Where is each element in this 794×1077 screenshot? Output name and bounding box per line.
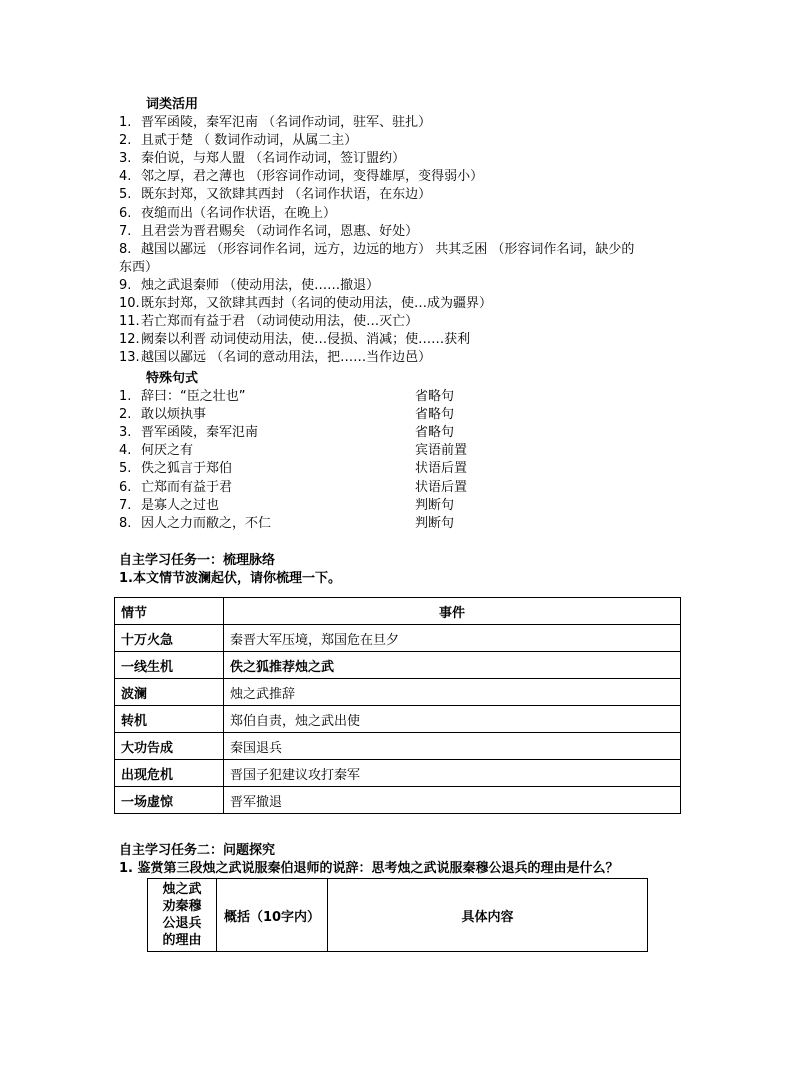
word-class-item [119, 223, 418, 241]
item-number: 1. [119, 389, 132, 404]
content-header-cell: 具体内容 [328, 879, 648, 952]
item-text: 东西） [119, 259, 159, 275]
word-class-item [119, 168, 483, 186]
reason-label-line: 烛之武 [162, 882, 202, 897]
task1-title: 自主学习任务一：梳理脉络 [119, 553, 276, 568]
word-class-item [119, 241, 634, 259]
section-title-special-sentences: 特殊句式 [146, 371, 199, 386]
event-header: 事件 [224, 598, 681, 625]
plot-cell: 转机 [115, 706, 224, 733]
special-sentence-item [119, 442, 468, 460]
event-cell: 郑伯自责，烛之武出使 [224, 706, 681, 733]
event-cell: 佚之狐推荐烛之武 [224, 652, 681, 679]
item-number: 2. [119, 407, 132, 423]
event-cell: 秦国退兵 [224, 733, 681, 760]
special-sentence-item [119, 406, 455, 424]
sentence-text: 因人之力而敝之，不仁 [141, 515, 272, 531]
item-text: 若亡郑而有益于君 （动词使动用法，使…灭亡） [141, 314, 419, 330]
sentence-type: 状语后置 [415, 479, 468, 495]
table-row [115, 706, 681, 733]
sentence-type: 省略句 [415, 425, 455, 441]
table-row [115, 679, 681, 706]
item-text: 既东封郑，又欲肆其西封（名词的使动用法，使…成为疆界） [141, 296, 493, 311]
plot-header: 情节 [115, 598, 224, 625]
item-number: 6. [119, 205, 132, 221]
item-text: 烛之武退秦师 （使动用法，使……撤退） [141, 277, 380, 293]
plot-cell: 十万火急 [115, 625, 224, 652]
sentence-text: 是寡人之过也 [141, 497, 220, 513]
item-text: 夜缒而出（名词作状语，在晚上） [141, 205, 337, 221]
item-number: 9. [119, 277, 132, 293]
special-sentence-item [119, 479, 468, 497]
plot-cell: 一线生机 [115, 652, 224, 679]
word-class-item [119, 295, 492, 313]
item-text: 邻之厚，君之薄也 （形容词作动词，变得雄厚，变得弱小） [141, 169, 484, 185]
word-class-item [119, 186, 431, 204]
item-text: 且贰于楚 （ 数词作动词，从属二主） [141, 133, 358, 149]
item-number: 5. [119, 461, 132, 477]
word-class-item [119, 114, 431, 132]
plot-cell: 出现危机 [115, 760, 224, 787]
task2-question: 1. 鉴赏第三段烛之武说服秦伯退师的说辞：思考烛之武说服秦穆公退兵的理由是什么？ [119, 861, 619, 876]
special-sentence-item [119, 388, 455, 406]
event-cell: 秦晋大军压境，郑国危在旦夕 [224, 625, 681, 652]
item-text: 晋军函陵，秦军氾南 （名词作动词，驻军、驻扎） [141, 115, 432, 130]
sentence-text: 何厌之有 [141, 443, 194, 459]
task2-title: 自主学习任务二：问题探究 [119, 843, 276, 858]
event-cell: 晋国子犯建议攻打秦军 [224, 760, 681, 787]
item-text: 越国以鄙远 （名词的意动用法，把……当作边邑） [141, 350, 432, 366]
special-sentence-item [119, 515, 455, 533]
item-number: 1. [119, 115, 132, 130]
sentence-type: 宾语前置 [415, 443, 468, 459]
reason-label-line: 劝秦穆 [162, 899, 202, 914]
sentence-type: 省略句 [415, 389, 455, 404]
reason-label-line: 公退兵 [162, 916, 202, 931]
sentence-text: 佚之狐言于郑伯 [141, 461, 233, 477]
sentence-text: 辞曰：“臣之壮也” [141, 389, 246, 404]
word-class-item [119, 313, 418, 331]
table-row [115, 652, 681, 679]
word-class-item [119, 205, 336, 223]
item-number: 5. [119, 187, 132, 203]
plot-cell: 波澜 [115, 679, 224, 706]
item-number: 11. [119, 314, 140, 330]
item-text: 秦伯说，与郑人盟 （名词作动词，签订盟约） [141, 151, 406, 167]
event-cell: 烛之武推辞 [224, 679, 681, 706]
item-number: 3. [119, 425, 132, 441]
reason-label-line: 的理由 [162, 933, 202, 948]
item-number: 7. [119, 497, 132, 513]
word-class-item [119, 150, 405, 168]
table-row [115, 733, 681, 760]
plot-table-header-row [115, 598, 681, 625]
word-class-item [119, 259, 158, 277]
item-number: 8. [119, 241, 132, 257]
special-sentence-item [119, 424, 455, 442]
item-text: 既东封郑，又欲肆其西封 （名词作状语，在东边） [141, 187, 432, 203]
sentence-text: 晋军函陵，秦军氾南 [141, 425, 259, 441]
plot-table [114, 597, 681, 814]
item-number: 2. [119, 133, 132, 149]
item-text: 阙秦以利晋 动词使动用法，使…侵损、消减；使……获利 [141, 332, 471, 348]
word-class-item [119, 277, 379, 295]
table-row [115, 625, 681, 652]
sentence-type: 判断句 [415, 515, 455, 531]
item-number: 12. [119, 332, 140, 348]
sentence-type: 省略句 [415, 407, 455, 423]
word-class-item [119, 349, 431, 367]
item-number: 7. [119, 223, 132, 239]
table-row [115, 787, 681, 814]
item-text: 越国以鄙远 （形容词作名词，远方，边远的地方） 共其乏困 （形容词作名词，缺少的 [141, 241, 635, 257]
plot-cell: 大功告成 [115, 733, 224, 760]
reason-table [147, 878, 648, 952]
item-number: 13. [119, 350, 140, 366]
item-number: 8. [119, 515, 132, 531]
word-class-item [119, 331, 470, 349]
item-number: 10. [119, 296, 140, 311]
section-title-word-class: 词类活用 [146, 97, 199, 112]
item-number: 3. [119, 151, 132, 167]
reason-table-row [148, 879, 648, 952]
item-number: 4. [119, 169, 132, 185]
sentence-type: 判断句 [415, 497, 455, 513]
plot-cell: 一场虚惊 [115, 787, 224, 814]
table-row [115, 760, 681, 787]
item-text: 且君尝为晋君赐矣 （动词作名词，恩惠、好处） [141, 223, 419, 239]
event-cell: 晋军撤退 [224, 787, 681, 814]
word-class-item [119, 132, 357, 150]
special-sentence-item [119, 497, 455, 515]
summary-header-cell: 概括（10字内） [217, 879, 328, 952]
item-number: 4. [119, 443, 132, 459]
task1-question: 1.本文情节波澜起伏，请你梳理一下。 [119, 571, 341, 586]
special-sentence-item [119, 460, 468, 478]
item-number: 6. [119, 479, 132, 495]
reason-label-cell [148, 879, 217, 952]
sentence-text: 敢以烦执事 [141, 407, 207, 423]
sentence-text: 亡郑而有益于君 [141, 479, 233, 495]
sentence-type: 状语后置 [415, 461, 468, 477]
